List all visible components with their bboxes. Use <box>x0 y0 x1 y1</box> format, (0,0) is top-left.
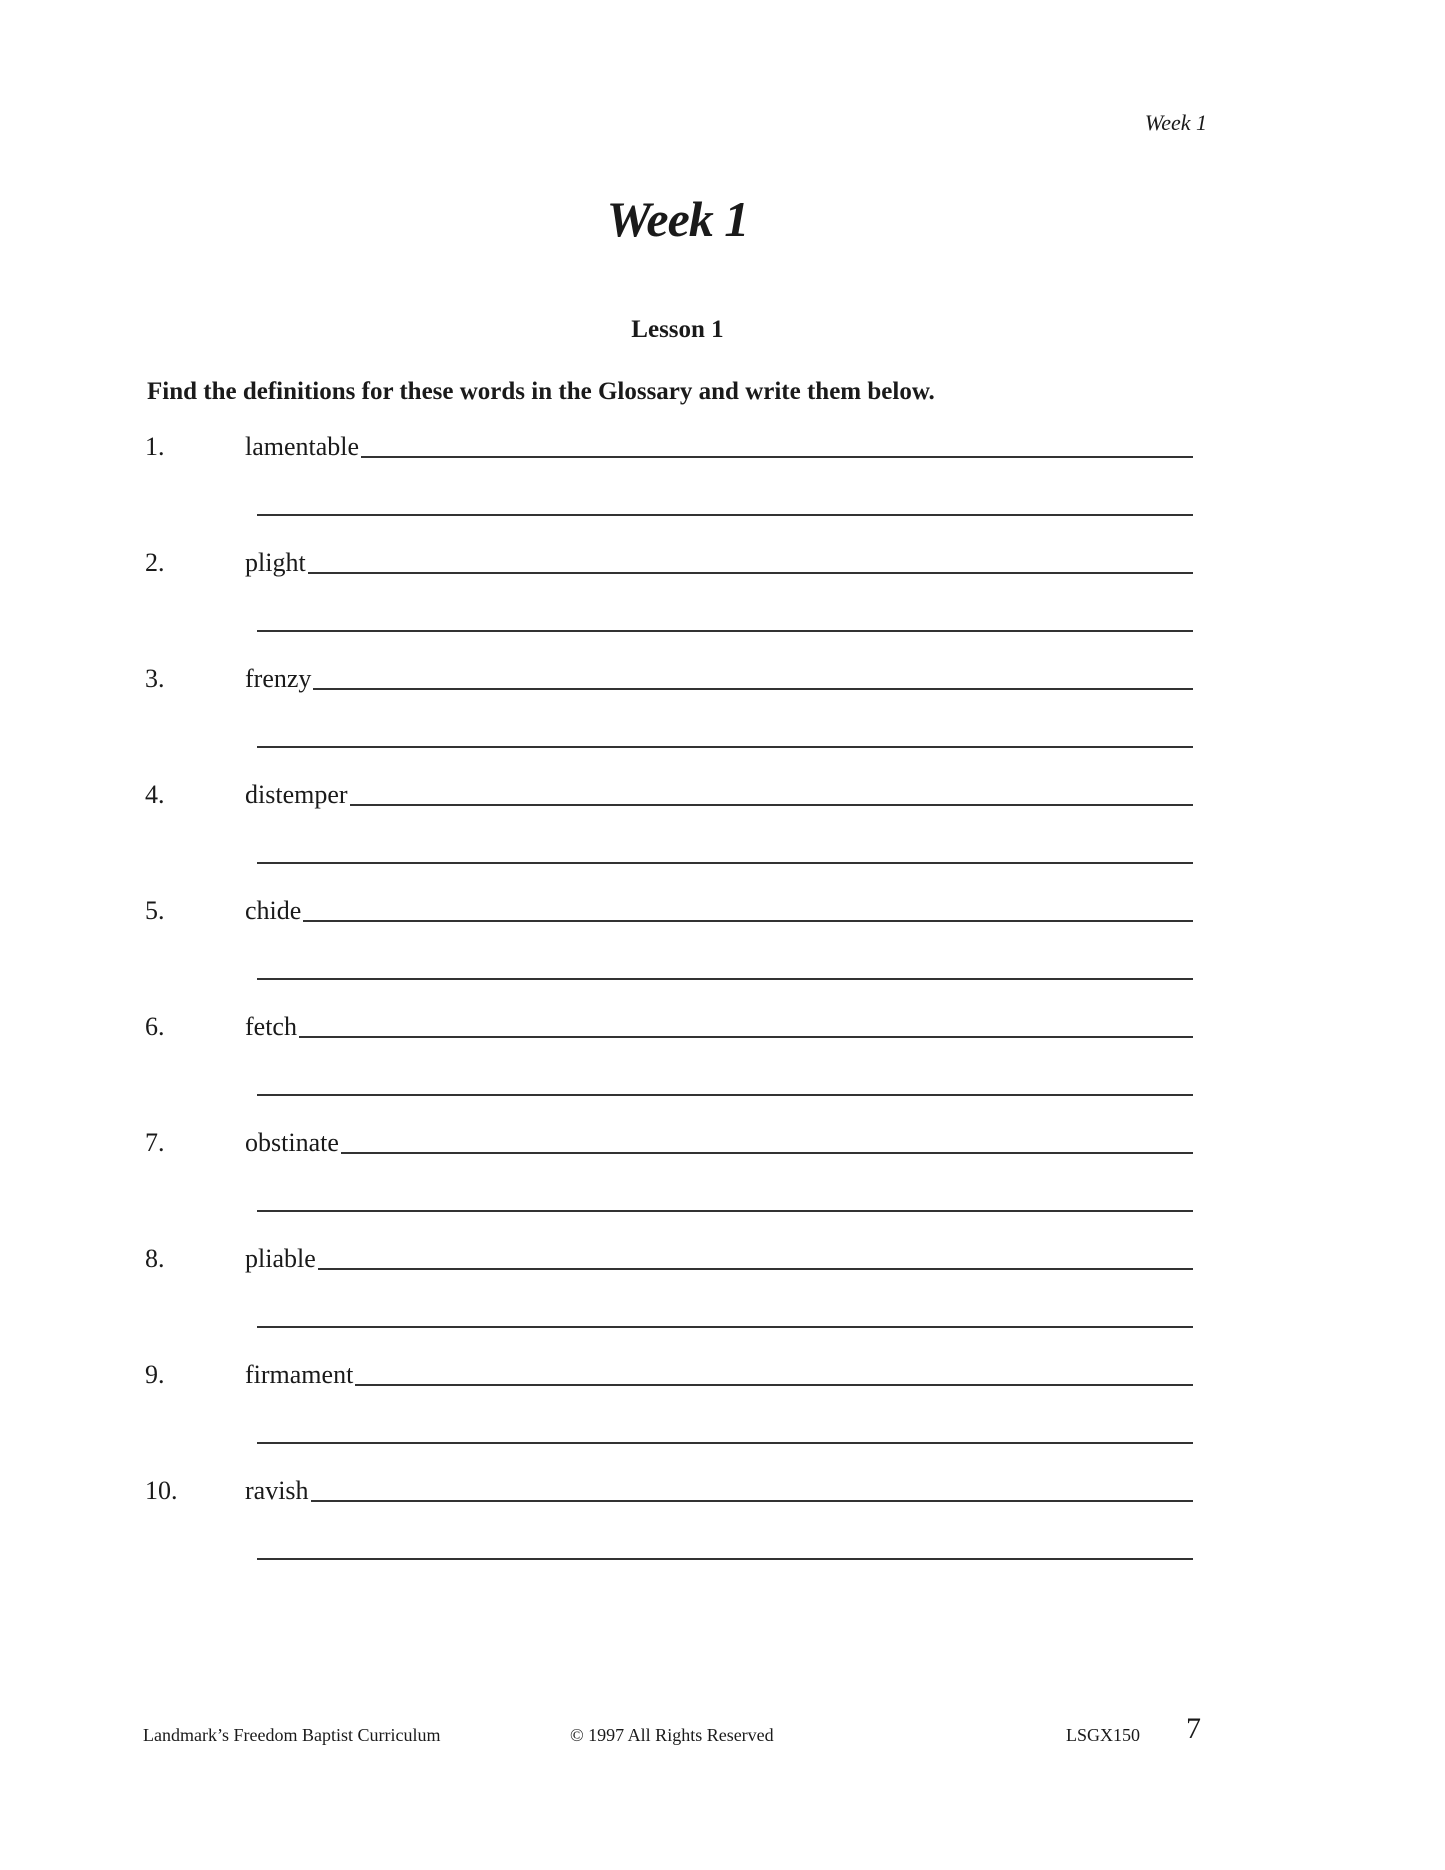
instructions: Find the definitions for these words in the Glossary and write them below. <box>147 378 935 405</box>
list-item <box>145 1472 1193 1588</box>
answer-line[interactable] <box>361 456 1193 458</box>
item-number: 8. <box>145 1244 165 1273</box>
footer-code: LSGX150 <box>1066 1725 1141 1745</box>
item-number: 7. <box>145 1128 165 1157</box>
answer-line[interactable] <box>308 572 1193 574</box>
answer-line-2[interactable] <box>257 1210 1193 1212</box>
list-item <box>145 892 1193 1008</box>
answer-line[interactable] <box>318 1268 1193 1270</box>
vocabulary-list <box>145 428 1193 1588</box>
answer-line-2[interactable] <box>257 1442 1193 1444</box>
answer-line-2[interactable] <box>257 1094 1193 1096</box>
answer-line-2[interactable] <box>257 1326 1193 1328</box>
answer-line[interactable] <box>313 688 1193 690</box>
vocab-word: obstinate <box>245 1128 339 1157</box>
list-item <box>145 1356 1193 1472</box>
list-item <box>145 1124 1193 1240</box>
answer-line-2[interactable] <box>257 514 1193 516</box>
list-item <box>145 428 1193 544</box>
list-item <box>145 1240 1193 1356</box>
answer-line[interactable] <box>350 804 1193 806</box>
lesson-heading: Lesson 1 <box>631 316 724 343</box>
vocab-word: firmament <box>245 1360 354 1389</box>
vocab-word: chide <box>245 896 302 925</box>
footer-copyright: © 1997 All Rights Reserved <box>570 1725 774 1745</box>
answer-line[interactable] <box>355 1384 1193 1386</box>
item-number: 9. <box>145 1360 165 1389</box>
answer-line[interactable] <box>341 1152 1193 1154</box>
vocab-word: distemper <box>245 780 348 809</box>
answer-line[interactable] <box>299 1036 1193 1038</box>
answer-line-2[interactable] <box>257 746 1193 748</box>
page-number: 7 <box>1186 1712 1201 1745</box>
list-item <box>145 1008 1193 1124</box>
vocab-word: pliable <box>245 1244 316 1273</box>
item-number: 10. <box>145 1476 178 1505</box>
answer-line[interactable] <box>311 1500 1193 1502</box>
answer-line[interactable] <box>303 920 1193 922</box>
answer-line-2[interactable] <box>257 630 1193 632</box>
vocab-word: ravish <box>245 1476 309 1505</box>
page-title: Week 1 <box>606 191 749 247</box>
list-item <box>145 544 1193 660</box>
vocab-word: lamentable <box>245 432 360 461</box>
item-number: 1. <box>145 432 165 461</box>
list-item <box>145 776 1193 892</box>
answer-line-2[interactable] <box>257 978 1193 980</box>
item-number: 5. <box>145 896 165 925</box>
list-item <box>145 660 1193 776</box>
vocab-word: frenzy <box>245 664 312 693</box>
answer-line-2[interactable] <box>257 1558 1193 1560</box>
running-head: Week 1 <box>1144 110 1207 135</box>
vocab-word: plight <box>245 548 306 577</box>
item-number: 4. <box>145 780 165 809</box>
item-number: 3. <box>145 664 165 693</box>
item-number: 2. <box>145 548 165 577</box>
footer-publisher: Landmark’s Freedom Baptist Curriculum <box>143 1725 441 1745</box>
answer-line-2[interactable] <box>257 862 1193 864</box>
item-number: 6. <box>145 1012 165 1041</box>
vocab-word: fetch <box>245 1012 297 1041</box>
